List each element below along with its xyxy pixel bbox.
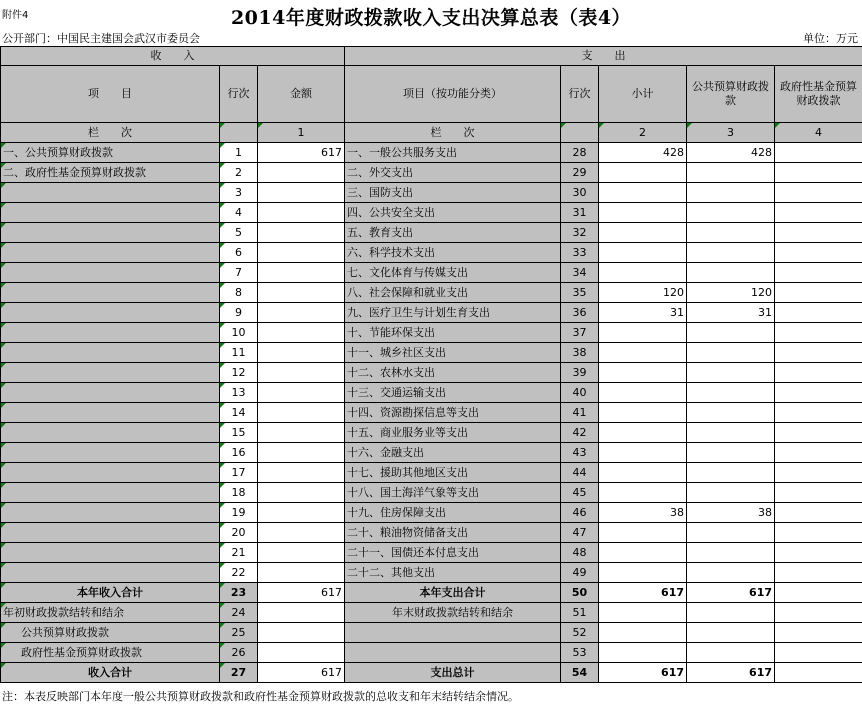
summary-income-amount: 617 xyxy=(258,663,345,683)
expense-public-budget xyxy=(687,203,775,223)
expense-gov-fund xyxy=(775,523,862,543)
expense-row-no: 46 xyxy=(561,503,599,523)
income-amount xyxy=(258,343,345,363)
gov-fund-header: 政府性基金预算财政拨款 xyxy=(775,66,862,123)
expense-public-budget xyxy=(687,443,775,463)
col-label-blank xyxy=(220,123,258,143)
income-item xyxy=(1,403,220,423)
expense-subtotal xyxy=(599,323,687,343)
income-row-no: 19 xyxy=(220,503,258,523)
table-row xyxy=(1,283,862,303)
income-item xyxy=(1,343,220,363)
summary-income-row-no: 27 xyxy=(220,663,258,683)
expense-subtotal xyxy=(599,463,687,483)
income-row-no: 8 xyxy=(220,283,258,303)
expense-item: 八、社会保障和就业支出 xyxy=(345,283,561,303)
expense-row-no: 48 xyxy=(561,543,599,563)
summary-income-item: 公共预算财政拨款 xyxy=(1,623,220,643)
income-item xyxy=(1,483,220,503)
expense-item: 十三、交通运输支出 xyxy=(345,383,561,403)
summary-income-amount: 617 xyxy=(258,583,345,603)
expense-public-budget xyxy=(687,243,775,263)
expense-row-no: 43 xyxy=(561,443,599,463)
expense-public-budget xyxy=(687,463,775,483)
income-row-no: 4 xyxy=(220,203,258,223)
summary-gov-fund xyxy=(775,623,862,643)
income-item xyxy=(1,563,220,583)
expense-row-no: 39 xyxy=(561,363,599,383)
income-item xyxy=(1,383,220,403)
income-amount xyxy=(258,323,345,343)
income-item xyxy=(1,523,220,543)
expense-public-budget xyxy=(687,423,775,443)
income-row-no: 2 xyxy=(220,163,258,183)
table-row xyxy=(1,343,862,363)
income-item xyxy=(1,543,220,563)
expense-subtotal xyxy=(599,223,687,243)
summary-expense-item xyxy=(345,623,561,643)
expense-item: 六、科学技术支出 xyxy=(345,243,561,263)
department-label: 公开部门：中国民主建国会武汉市委员会 xyxy=(2,32,200,45)
summary-row xyxy=(1,603,862,623)
expense-subtotal xyxy=(599,523,687,543)
expense-item: 十七、援助其他地区支出 xyxy=(345,463,561,483)
col-index-1: 1 xyxy=(258,123,345,143)
expense-gov-fund xyxy=(775,263,862,283)
income-row-no: 16 xyxy=(220,443,258,463)
table-row xyxy=(1,443,862,463)
income-row-no: 11 xyxy=(220,343,258,363)
expense-gov-fund xyxy=(775,343,862,363)
expense-row-no: 37 xyxy=(561,323,599,343)
expense-item: 十五、商业服务业等支出 xyxy=(345,423,561,443)
expense-row-no: 28 xyxy=(561,143,599,163)
expense-subtotal: 31 xyxy=(599,303,687,323)
summary-expense-item: 本年支出合计 xyxy=(345,583,561,603)
expense-item: 二十、粮油物资储备支出 xyxy=(345,523,561,543)
income-row-no: 21 xyxy=(220,543,258,563)
expense-row-no: 33 xyxy=(561,243,599,263)
table-row xyxy=(1,223,862,243)
table-row xyxy=(1,263,862,283)
expense-subtotal xyxy=(599,363,687,383)
expense-gov-fund xyxy=(775,363,862,383)
expense-gov-fund xyxy=(775,383,862,403)
income-item xyxy=(1,463,220,483)
summary-expense-row-no: 53 xyxy=(561,643,599,663)
summary-income-item: 收入合计 xyxy=(1,663,220,683)
table-row xyxy=(1,303,862,323)
expense-public-budget xyxy=(687,383,775,403)
expense-row-no-header: 行次 xyxy=(561,66,599,123)
summary-income-item: 本年收入合计 xyxy=(1,583,220,603)
expense-row-no: 32 xyxy=(561,223,599,243)
expense-gov-fund xyxy=(775,303,862,323)
table-row xyxy=(1,403,862,423)
table-row xyxy=(1,203,862,223)
expense-gov-fund xyxy=(775,203,862,223)
summary-income-amount xyxy=(258,623,345,643)
income-row-no: 15 xyxy=(220,423,258,443)
expense-item: 二十二、其他支出 xyxy=(345,563,561,583)
summary-row xyxy=(1,583,862,603)
income-row-no: 20 xyxy=(220,523,258,543)
expense-public-budget xyxy=(687,343,775,363)
expense-public-budget xyxy=(687,363,775,383)
income-amount xyxy=(258,263,345,283)
budget-table xyxy=(0,46,862,683)
income-amount xyxy=(258,283,345,303)
expense-item: 十八、国土海洋气象等支出 xyxy=(345,483,561,503)
expense-row-no: 31 xyxy=(561,203,599,223)
expense-gov-fund xyxy=(775,283,862,303)
expense-row-no: 36 xyxy=(561,303,599,323)
income-row-no: 3 xyxy=(220,183,258,203)
table-row xyxy=(1,523,862,543)
expense-row-no: 41 xyxy=(561,403,599,423)
expense-item: 三、国防支出 xyxy=(345,183,561,203)
income-item xyxy=(1,243,220,263)
table-row xyxy=(1,183,862,203)
expense-item: 二十一、国债还本付息支出 xyxy=(345,543,561,563)
expense-public-budget: 31 xyxy=(687,303,775,323)
expense-gov-fund xyxy=(775,183,862,203)
summary-public-budget xyxy=(687,643,775,663)
expense-gov-fund xyxy=(775,443,862,463)
expense-item: 四、公共安全支出 xyxy=(345,203,561,223)
summary-expense-item xyxy=(345,643,561,663)
expense-subtotal xyxy=(599,163,687,183)
expense-row-no: 38 xyxy=(561,343,599,363)
summary-public-budget xyxy=(687,603,775,623)
expense-public-budget xyxy=(687,183,775,203)
expense-item: 十九、住房保障支出 xyxy=(345,503,561,523)
income-amount xyxy=(258,383,345,403)
income-row-no: 7 xyxy=(220,263,258,283)
summary-row xyxy=(1,643,862,663)
summary-income-row-no: 23 xyxy=(220,583,258,603)
income-row-no: 13 xyxy=(220,383,258,403)
expense-subtotal xyxy=(599,183,687,203)
summary-public-budget: 617 xyxy=(687,663,775,683)
expense-gov-fund xyxy=(775,143,862,163)
expense-row-no: 34 xyxy=(561,263,599,283)
summary-subtotal xyxy=(599,603,687,623)
expense-row-no: 44 xyxy=(561,463,599,483)
expense-row-no: 42 xyxy=(561,423,599,443)
expense-subtotal xyxy=(599,543,687,563)
expense-item: 五、教育支出 xyxy=(345,223,561,243)
unit-label: 单位：万元 xyxy=(803,32,858,45)
table-row xyxy=(1,563,862,583)
expense-public-budget xyxy=(687,223,775,243)
amount-header: 金额 xyxy=(258,66,345,123)
summary-expense-row-no: 50 xyxy=(561,583,599,603)
income-amount xyxy=(258,163,345,183)
col-index-4: 4 xyxy=(775,123,862,143)
summary-subtotal xyxy=(599,643,687,663)
expense-gov-fund xyxy=(775,563,862,583)
expense-public-budget xyxy=(687,563,775,583)
income-amount xyxy=(258,303,345,323)
expense-gov-fund xyxy=(775,403,862,423)
expense-row-no: 45 xyxy=(561,483,599,503)
expense-public-budget xyxy=(687,523,775,543)
income-amount xyxy=(258,563,345,583)
table-row xyxy=(1,383,862,403)
expense-public-budget: 120 xyxy=(687,283,775,303)
expense-item: 九、医疗卫生与计划生育支出 xyxy=(345,303,561,323)
expense-row-no: 35 xyxy=(561,283,599,303)
income-amount xyxy=(258,483,345,503)
expense-subtotal xyxy=(599,263,687,283)
income-amount xyxy=(258,523,345,543)
table-row xyxy=(1,163,862,183)
summary-gov-fund xyxy=(775,603,862,623)
income-row-no: 6 xyxy=(220,243,258,263)
expense-public-budget: 428 xyxy=(687,143,775,163)
expense-subtotal xyxy=(599,423,687,443)
expense-gov-fund xyxy=(775,483,862,503)
income-amount: 617 xyxy=(258,143,345,163)
summary-public-budget: 617 xyxy=(687,583,775,603)
income-amount xyxy=(258,463,345,483)
expense-row-no: 40 xyxy=(561,383,599,403)
public-budget-header: 公共预算财政拨款 xyxy=(687,66,775,123)
expense-subtotal xyxy=(599,243,687,263)
expense-row-no: 30 xyxy=(561,183,599,203)
expense-subtotal xyxy=(599,563,687,583)
income-item xyxy=(1,363,220,383)
income-amount xyxy=(258,543,345,563)
income-amount xyxy=(258,243,345,263)
expense-public-budget xyxy=(687,403,775,423)
col-index-3: 3 xyxy=(687,123,775,143)
income-amount xyxy=(258,183,345,203)
summary-income-item: 年初财政拨款结转和结余 xyxy=(1,603,220,623)
summary-row xyxy=(1,663,862,683)
expense-row-no: 49 xyxy=(561,563,599,583)
income-item: 二、政府性基金预算财政拨款 xyxy=(1,163,220,183)
summary-income-amount xyxy=(258,603,345,623)
income-amount xyxy=(258,203,345,223)
income-item xyxy=(1,203,220,223)
income-item: 一、公共预算财政拨款 xyxy=(1,143,220,163)
table-row xyxy=(1,503,862,523)
attachment-label: 附件4 xyxy=(2,10,29,21)
expense-gov-fund xyxy=(775,463,862,483)
expense-subtotal xyxy=(599,383,687,403)
summary-row xyxy=(1,623,862,643)
expense-subtotal xyxy=(599,403,687,423)
expense-public-budget: 38 xyxy=(687,503,775,523)
table-row xyxy=(1,323,862,343)
footnote: 注：本表反映部门本年度一般公共预算财政拨款和政府性基金预算财政拨款的总收支和年末结转结余情况。 xyxy=(2,690,519,703)
summary-subtotal xyxy=(599,623,687,643)
income-row-no: 5 xyxy=(220,223,258,243)
summary-income-row-no: 24 xyxy=(220,603,258,623)
summary-income-row-no: 25 xyxy=(220,623,258,643)
summary-income-item: 政府性基金预算财政拨款 xyxy=(1,643,220,663)
expense-item: 一、一般公共服务支出 xyxy=(345,143,561,163)
income-item xyxy=(1,263,220,283)
expense-item: 十、节能环保支出 xyxy=(345,323,561,343)
expense-item: 十四、资源勘探信息等支出 xyxy=(345,403,561,423)
income-amount xyxy=(258,443,345,463)
expense-item: 二、外交支出 xyxy=(345,163,561,183)
income-row-no: 1 xyxy=(220,143,258,163)
func-item-header: 项目（按功能分类） xyxy=(345,66,561,123)
income-amount xyxy=(258,423,345,443)
table-row xyxy=(1,363,862,383)
summary-gov-fund xyxy=(775,643,862,663)
page-title: 2014年度财政拨款收入支出决算总表（表4） xyxy=(230,7,632,29)
income-row-no: 14 xyxy=(220,403,258,423)
col-label-expense: 栏 次 xyxy=(345,123,561,143)
summary-subtotal: 617 xyxy=(599,663,687,683)
table-row xyxy=(1,463,862,483)
income-header: 收 入 xyxy=(1,47,345,66)
expense-gov-fund xyxy=(775,423,862,443)
col-label-income: 栏 次 xyxy=(1,123,220,143)
income-item xyxy=(1,183,220,203)
expense-gov-fund xyxy=(775,243,862,263)
table-row xyxy=(1,143,862,163)
row-no-header: 行次 xyxy=(220,66,258,123)
expense-subtotal: 120 xyxy=(599,283,687,303)
expense-subtotal: 38 xyxy=(599,503,687,523)
subtotal-header: 小计 xyxy=(599,66,687,123)
summary-subtotal: 617 xyxy=(599,583,687,603)
summary-income-row-no: 26 xyxy=(220,643,258,663)
income-item xyxy=(1,323,220,343)
expense-subtotal xyxy=(599,443,687,463)
col-index-2: 2 xyxy=(599,123,687,143)
income-item xyxy=(1,303,220,323)
table-row xyxy=(1,243,862,263)
income-amount xyxy=(258,503,345,523)
income-item xyxy=(1,443,220,463)
income-item xyxy=(1,503,220,523)
summary-expense-row-no: 51 xyxy=(561,603,599,623)
summary-gov-fund xyxy=(775,663,862,683)
income-item xyxy=(1,223,220,243)
expense-item: 十一、城乡社区支出 xyxy=(345,343,561,363)
table-row xyxy=(1,483,862,503)
expense-gov-fund xyxy=(775,543,862,563)
expense-gov-fund xyxy=(775,323,862,343)
col-label-blank-2 xyxy=(561,123,599,143)
income-item xyxy=(1,423,220,443)
table-row xyxy=(1,423,862,443)
expense-header: 支 出 xyxy=(345,47,862,66)
expense-row-no: 47 xyxy=(561,523,599,543)
income-row-no: 12 xyxy=(220,363,258,383)
summary-expense-item: 支出总计 xyxy=(345,663,561,683)
expense-subtotal xyxy=(599,343,687,363)
summary-public-budget xyxy=(687,623,775,643)
expense-item: 七、文化体育与传媒支出 xyxy=(345,263,561,283)
income-row-no: 22 xyxy=(220,563,258,583)
expense-public-budget xyxy=(687,543,775,563)
expense-row-no: 29 xyxy=(561,163,599,183)
summary-expense-row-no: 54 xyxy=(561,663,599,683)
expense-subtotal xyxy=(599,203,687,223)
summary-expense-item: 年末财政拨款结转和结余 xyxy=(345,603,561,623)
expense-subtotal xyxy=(599,483,687,503)
expense-item: 十六、金融支出 xyxy=(345,443,561,463)
expense-public-budget xyxy=(687,483,775,503)
summary-expense-row-no: 52 xyxy=(561,623,599,643)
summary-gov-fund xyxy=(775,583,862,603)
expense-gov-fund xyxy=(775,223,862,243)
expense-subtotal: 428 xyxy=(599,143,687,163)
expense-gov-fund xyxy=(775,503,862,523)
expense-public-budget xyxy=(687,263,775,283)
item-header: 项 目 xyxy=(1,66,220,123)
summary-income-amount xyxy=(258,643,345,663)
income-item xyxy=(1,283,220,303)
expense-public-budget xyxy=(687,163,775,183)
table-row xyxy=(1,543,862,563)
income-row-no: 18 xyxy=(220,483,258,503)
income-amount xyxy=(258,223,345,243)
income-amount xyxy=(258,403,345,423)
income-row-no: 9 xyxy=(220,303,258,323)
income-row-no: 17 xyxy=(220,463,258,483)
income-amount xyxy=(258,363,345,383)
expense-item: 十二、农林水支出 xyxy=(345,363,561,383)
income-row-no: 10 xyxy=(220,323,258,343)
expense-public-budget xyxy=(687,323,775,343)
expense-gov-fund xyxy=(775,163,862,183)
